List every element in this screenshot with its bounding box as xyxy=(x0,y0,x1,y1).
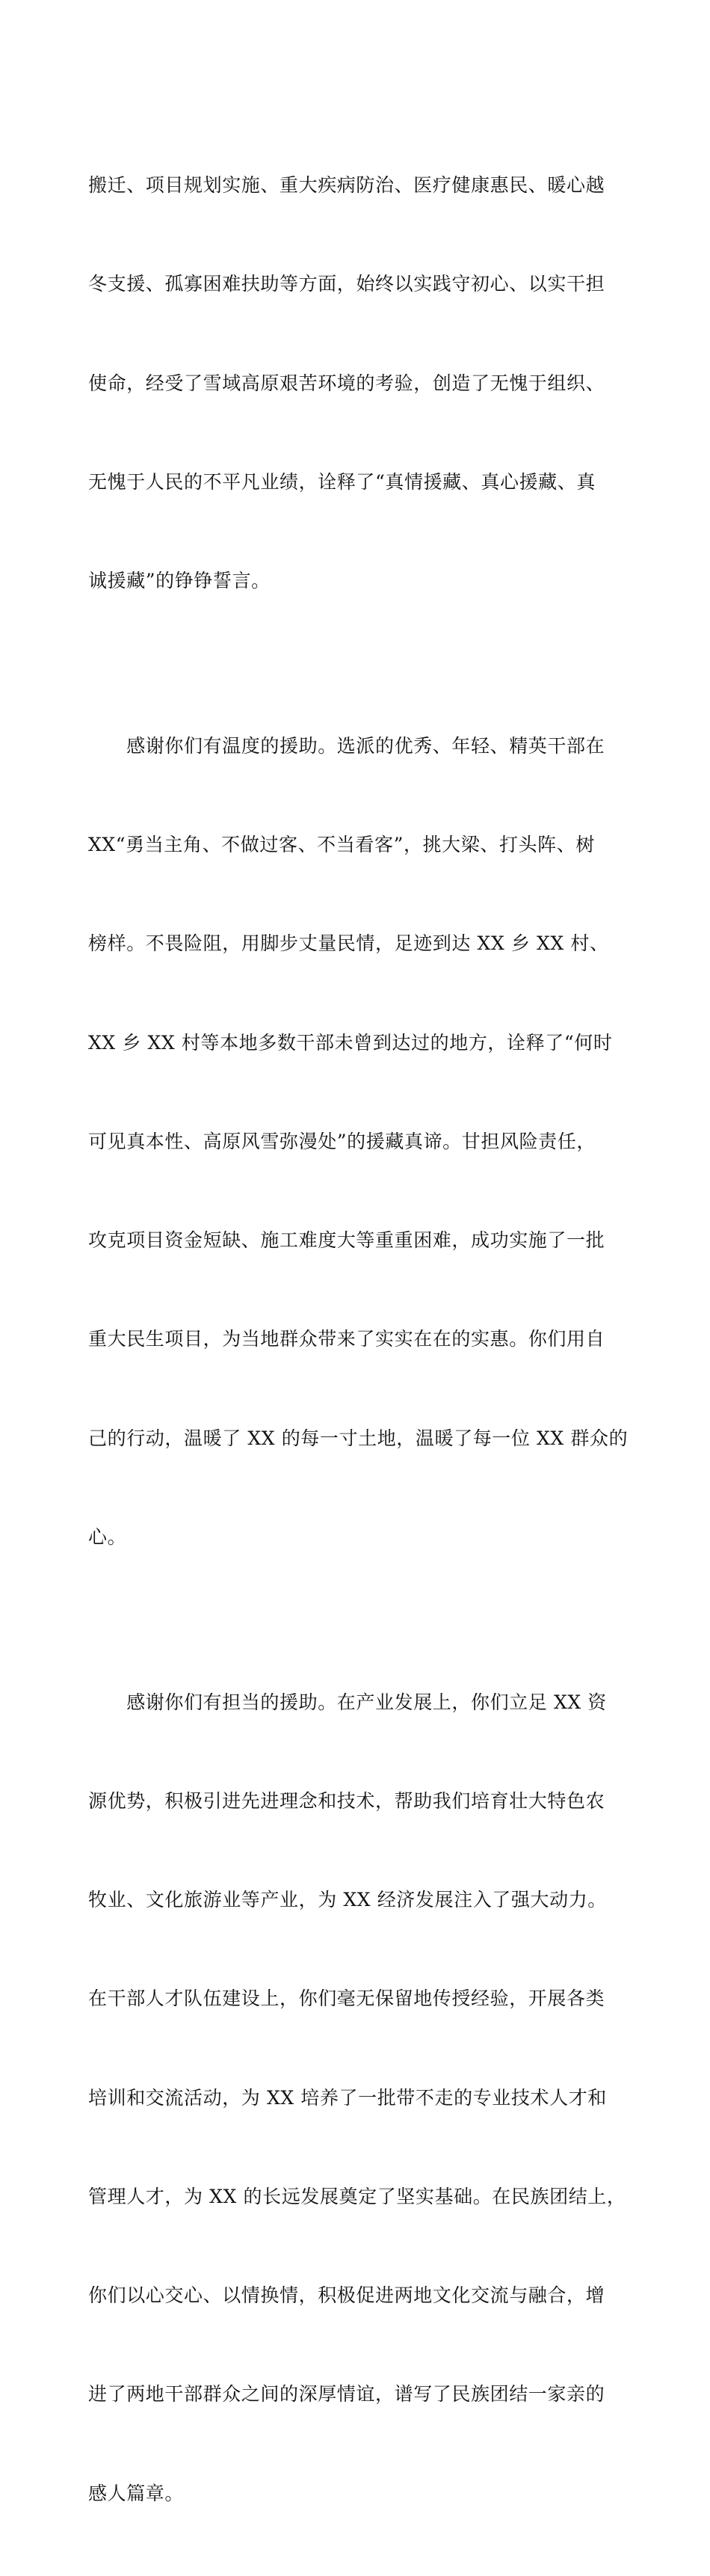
text-line: 牧业、文化旅游业等产业，为 XX 经济发展注入了强大动力。 xyxy=(88,1889,607,1911)
text-line: 诚援藏”的铮铮誓言。 xyxy=(88,570,271,592)
text-line: 你们以心交心、以情换情，积极促进两地文化交流与融合，增 xyxy=(88,2284,605,2307)
text-line: 可见真本性、高原风雪弥漫处”的援藏真谛。甘担风险责任， xyxy=(88,1130,596,1152)
text-line: 使命，经受了雪域高原艰苦环境的考验，创造了无愧于组织、 xyxy=(88,372,605,394)
text-line: 冬支援、孤寡困难扶助等方面，始终以实践守初心、以实干担 xyxy=(88,273,605,295)
text-line: 无愧于人民的不平凡业绩，诠释了“真情援藏、真心援藏、真 xyxy=(88,471,596,494)
text-line: 感谢你们有担当的援助。在产业发展上，你们立足 XX 资 xyxy=(88,1691,607,1713)
body-text xyxy=(88,103,629,2576)
text-line: 感谢你们有温度的援助。选派的优秀、年轻、精英干部在 xyxy=(88,734,605,757)
text-line: 进了两地干部群众之间的深厚情谊，谱写了民族团结一家亲的 xyxy=(88,2383,605,2406)
paragraph-3 xyxy=(88,1620,626,2576)
text-line: 心。 xyxy=(88,1526,127,1549)
text-line: 培训和交流活动，为 XX 培养了一批带不走的专业技术人才和 xyxy=(88,2086,607,2109)
text-line: 己的行动，温暖了 XX 的每一寸土地，温暖了每一位 XX 群众的 xyxy=(88,1427,629,1449)
text-line: XX 乡 XX 村等本地多数干部未曾到达过的地方，诠释了“何时 xyxy=(88,1031,613,1054)
text-line: 搬迁、项目规划实施、重大疾病防治、医疗健康惠民、暖心越 xyxy=(88,174,605,197)
text-line: 榜样。不畏险阻，用脚步丈量民情，足迹到达 XX 乡 XX 村、 xyxy=(88,932,609,955)
text-line: 管理人才，为 XX 的长远发展奠定了坚实基础。在民族团结上， xyxy=(88,2185,626,2207)
text-line: 重大民生项目，为当地群众带来了实实在在的实惠。你们用自 xyxy=(88,1328,605,1350)
paragraph-1 xyxy=(88,103,626,664)
text-line: XX“勇当主角、不做过客、不当看客”，挑大梁、打头阵、树 xyxy=(88,834,595,856)
text-line: 感人篇章。 xyxy=(88,2482,185,2504)
text-line: 在干部人才队伍建设上，你们毫无保留地传授经验，开展各类 xyxy=(88,1988,605,2010)
paragraph-2 xyxy=(88,664,629,1620)
text-line: 源优势，积极引进先进理念和技术，帮助我们培育壮大特色农 xyxy=(88,1789,605,1812)
text-line: 攻克项目资金短缺、施工难度大等重重困难，成功实施了一批 xyxy=(88,1229,605,1252)
